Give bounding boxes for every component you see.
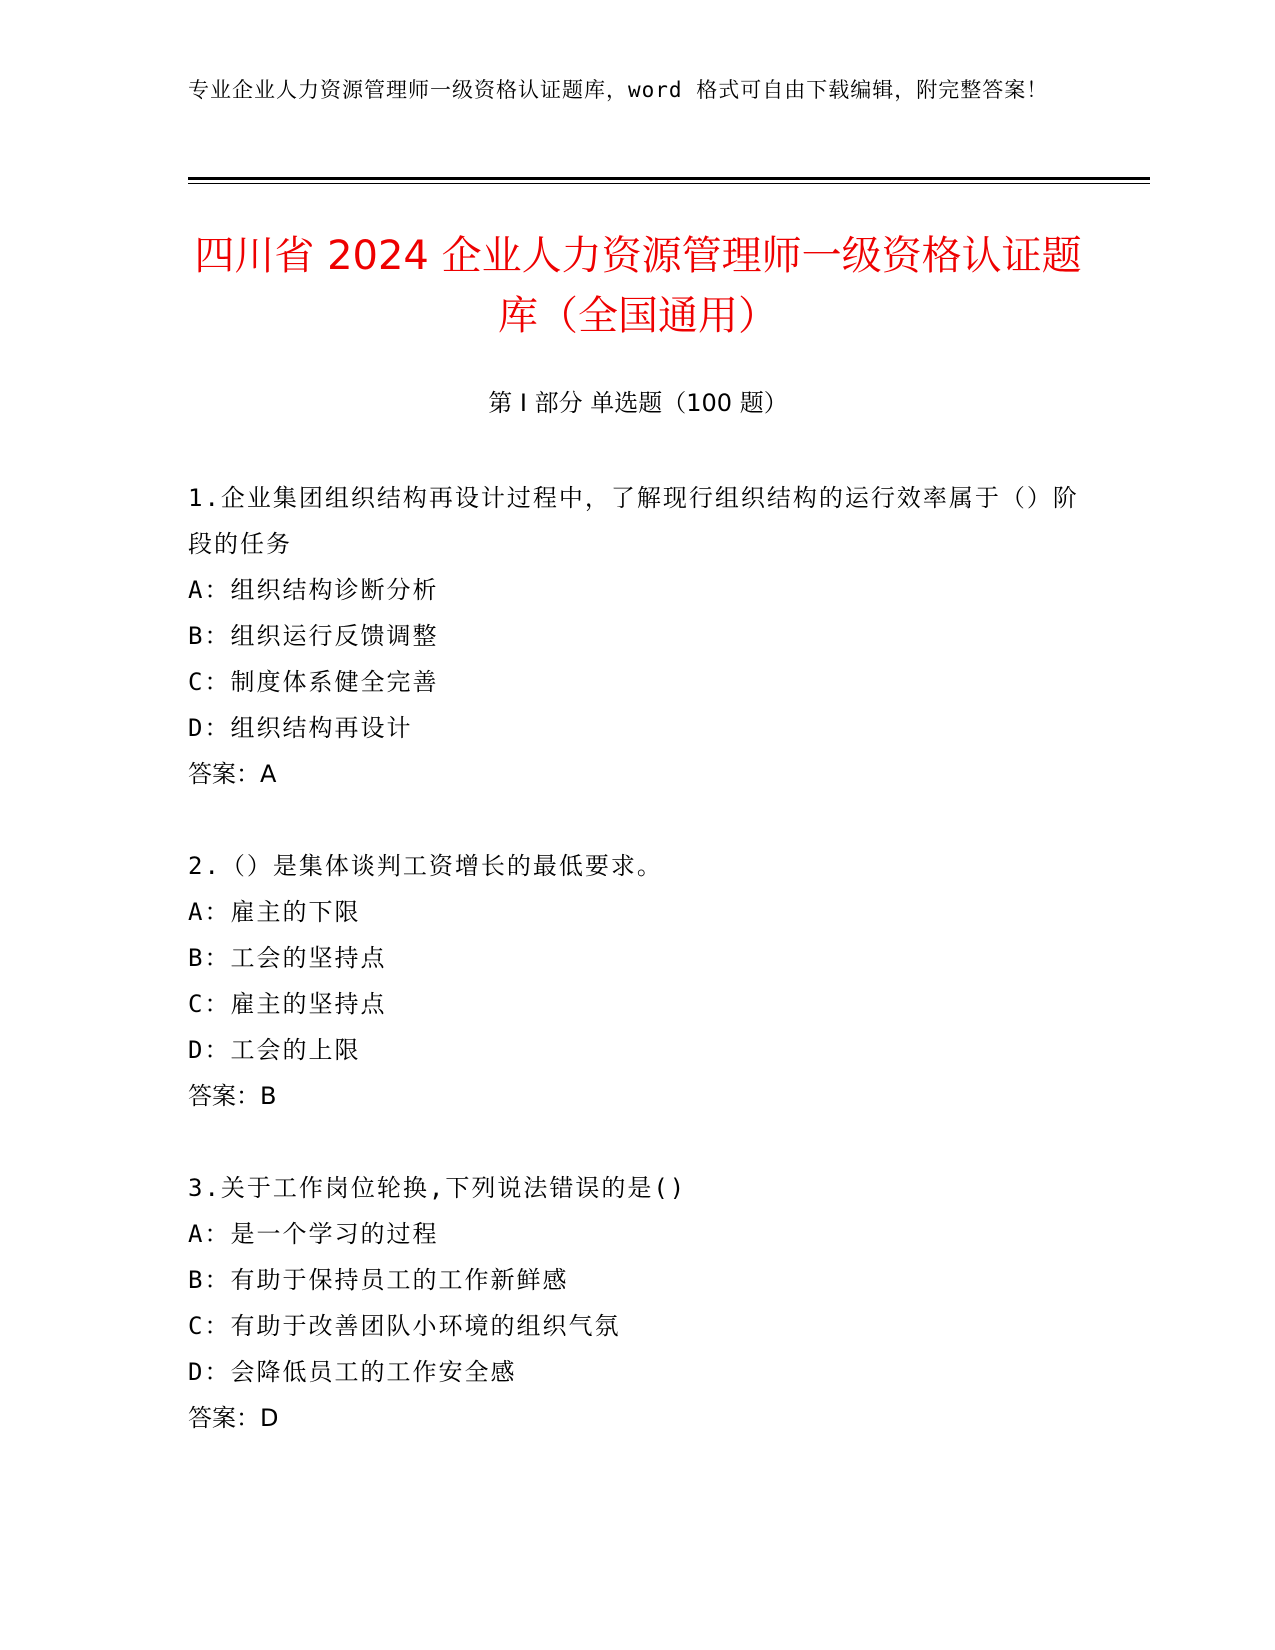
option-d: D：工会的上限 [188,1036,361,1064]
option-a: A：是一个学习的过程 [188,1220,439,1248]
question-text: 1.企业集团组织结构再设计过程中，了解现行组织结构的运行效率属于（）阶段的任务 [188,484,1079,558]
option-c: C：雇主的坚持点 [188,990,387,1018]
header-note: 专业企业人力资源管理师一级资格认证题库，word 格式可自由下载编辑，附完整答案！ [188,78,1049,102]
document-title: 四川省 2024 企业人力资源管理师一级资格认证题库（全国通用） [194,233,1082,339]
answer: 答案：D [188,1404,279,1432]
question-list [188,475,1088,1487]
answer: 答案：B [188,1082,277,1110]
option-a: A：组织结构诊断分析 [188,576,439,604]
option-a: A：雇主的下限 [188,898,361,926]
question-2 [188,843,1088,1119]
option-b: B：有助于保持员工的工作新鲜感 [188,1266,569,1294]
option-b: B：工会的坚持点 [188,944,387,972]
answer: 答案：A [188,760,277,788]
header-rule-thin [188,183,1150,184]
header-rule-thick [188,177,1150,180]
question-1 [188,475,1088,797]
question-3 [188,1165,1088,1441]
option-b: B：组织运行反馈调整 [188,622,439,650]
option-d: D：组织结构再设计 [188,714,413,742]
option-c: C：有助于改善团队小环境的组织气氛 [188,1312,621,1340]
option-d: D：会降低员工的工作安全感 [188,1358,517,1386]
option-c: C：制度体系健全完善 [188,668,439,696]
question-text: 3.关于工作岗位轮换,下列说法错误的是() [188,1174,687,1202]
section-title: 第 I 部分 单选题（100 题） [488,389,788,417]
question-text: 2.（）是集体谈判工资增长的最低要求。 [188,852,663,880]
